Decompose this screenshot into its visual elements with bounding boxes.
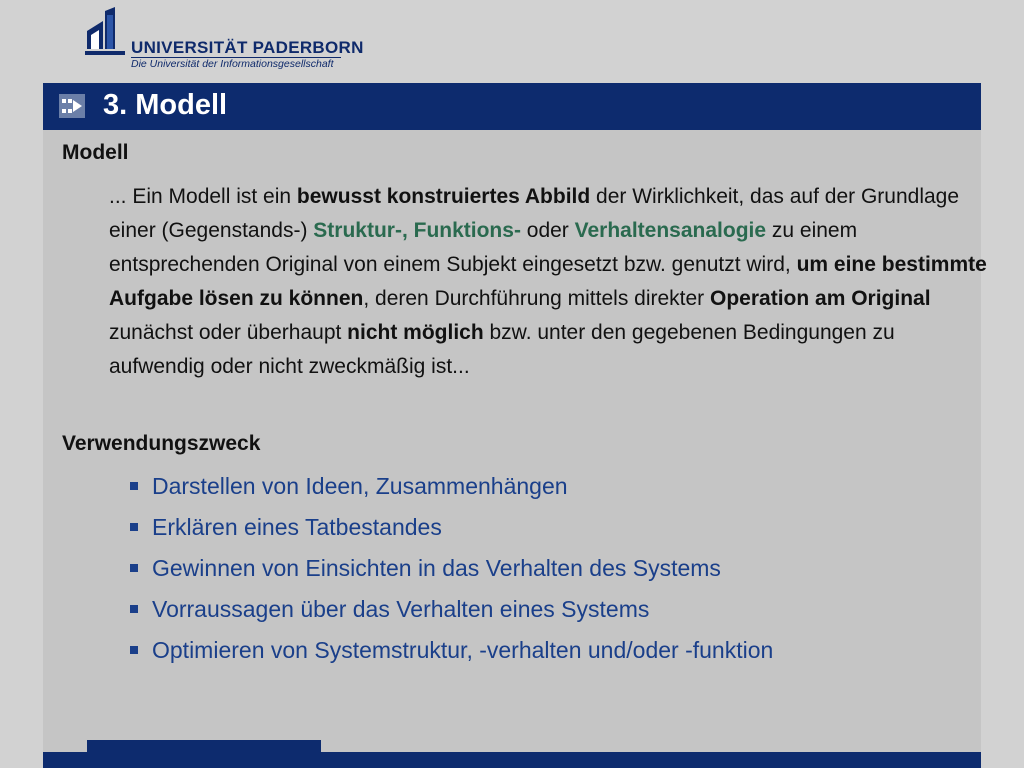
square-bullet-icon — [130, 482, 138, 490]
paragraph-text: ... Ein Modell ist ein — [109, 185, 297, 208]
list-item-text: Erklären eines Tatbestandes — [152, 514, 442, 540]
paragraph-text: bzw. unter den gegebenen Bedingungen zu aufwendig oder nicht zweckmäßig ist... — [109, 321, 895, 378]
list-item — [130, 632, 773, 673]
slide-title-bar — [43, 83, 981, 130]
slide-title: 3. Modell — [103, 89, 228, 121]
paragraph-emphasis: nicht möglich — [347, 321, 484, 344]
paragraph-text: der Wirklichkeit, das auf der Grundlage einer (Gegenstands-) — [109, 185, 960, 242]
logo-name: UNIVERSITÄT PADERBORN — [131, 38, 364, 57]
list-item — [130, 591, 773, 632]
list-item-text: Darstellen von Ideen, Zusammenhängen — [152, 473, 568, 499]
list-item — [130, 550, 773, 591]
paragraph-text: zunächst oder überhaupt — [109, 321, 348, 344]
square-bullet-icon — [130, 605, 138, 613]
list-item-text: Vorraussagen über das Verhalten eines Systems — [152, 596, 650, 622]
paragraph-emphasis: um eine bestimmte Aufgabe lösen zu können — [109, 253, 987, 310]
paragraph-text: zu einem entsprechenden Original von einem Subjekt eingesetzt bzw. genutzt wird, — [109, 219, 858, 276]
paragraph-emphasis: bewusst konstruiertes Abbild — [296, 185, 591, 208]
list-item — [130, 509, 773, 550]
square-bullet-icon — [130, 564, 138, 572]
square-bullet-icon — [130, 646, 138, 654]
list-item-text: Optimieren von Systemstruktur, -verhalten und/oder -funktion — [152, 637, 774, 663]
definition-paragraph — [109, 180, 989, 384]
university-logo — [85, 5, 364, 73]
paragraph-text: oder — [520, 219, 575, 242]
paragraph-highlight: Struktur-, Funktions- — [313, 219, 521, 242]
section-heading-modell: Modell — [62, 141, 129, 164]
footer-bar — [43, 752, 981, 768]
paragraph-emphasis: Operation am Original — [710, 287, 931, 310]
university-building-logo — [85, 5, 129, 57]
section-heading-verwendungszweck: Verwendungszweck — [62, 432, 261, 455]
logo-subtitle: Die Universität der Informationsgesellschaft — [131, 58, 334, 70]
footer-accent — [87, 740, 321, 752]
list-item — [130, 468, 773, 509]
purpose-list — [130, 468, 773, 673]
paragraph-highlight: Verhaltensanalogie — [574, 219, 767, 242]
paragraph-text: , deren Durchführung mittels direkter — [363, 287, 711, 310]
list-item-text: Gewinnen von Einsichten in das Verhalten des Systems — [152, 555, 721, 581]
arrow-bullet-icon — [59, 94, 85, 118]
square-bullet-icon — [130, 523, 138, 531]
